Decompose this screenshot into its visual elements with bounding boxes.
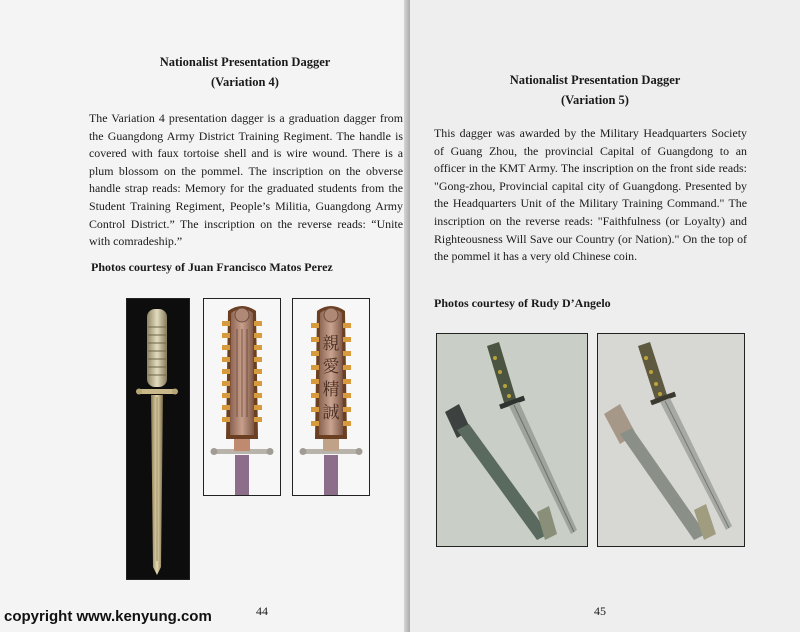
dagger-full-photo bbox=[126, 298, 190, 580]
left-page-number: 44 bbox=[256, 604, 268, 618]
right-page bbox=[410, 0, 800, 632]
dagger-scabbard-photo-1 bbox=[436, 333, 588, 547]
left-title-line1: Nationalist Presentation Dagger bbox=[159, 55, 331, 69]
dagger-handle-reverse-photo bbox=[292, 298, 370, 496]
right-page-number: 45 bbox=[594, 604, 606, 618]
left-title-line2: (Variation 4) bbox=[211, 75, 279, 89]
right-title-line2: (Variation 5) bbox=[561, 93, 629, 107]
dagger-handle-obverse-photo bbox=[203, 298, 281, 496]
dagger-scabbard-photo-2 bbox=[597, 333, 745, 547]
left-photo-credit: Photos courtesy of Juan Francisco Matos Perez bbox=[91, 260, 333, 274]
right-title bbox=[470, 70, 720, 110]
right-photo-credit: Photos courtesy of Rudy D’Angelo bbox=[434, 296, 611, 310]
right-body-text: This dagger was awarded by the Military Headquarters Society of Guang Zhou, the provincial Capital of Guangdong to an officer in the KMT Army. The inscription on the front side reads: "Gong-zhou, Provincial capital city of Guangdong. Presented by the Headquarters Unit of the Military Training Command." The inscription on the reverse reads: "Faithfulness (or Loyalty) and Righteousness Will Save our Country (or Nation)." On the top of the pommel it has a very old Chinese coin. bbox=[434, 126, 747, 264]
handle-inscription: 親愛精誠 bbox=[322, 334, 340, 423]
left-body-text: The Variation 4 presentation dagger is a graduation dagger from the Guangdong Army District Training Regiment. The handle is covered with faux tortoise shell and is wire wound. There is a plum blossom on the pommel. The inscription on the obverse handle strap reads: Memory for the graduated students from the Student Training Regiment, People’s Militia, Guangdong Army Control District.” The inscription on the reverse reads: “Unite with comradeship.” bbox=[89, 111, 403, 249]
left-title bbox=[120, 52, 370, 92]
right-title-line1: Nationalist Presentation Dagger bbox=[509, 73, 681, 87]
copyright-watermark: copyright www.kenyung.com bbox=[4, 608, 212, 625]
